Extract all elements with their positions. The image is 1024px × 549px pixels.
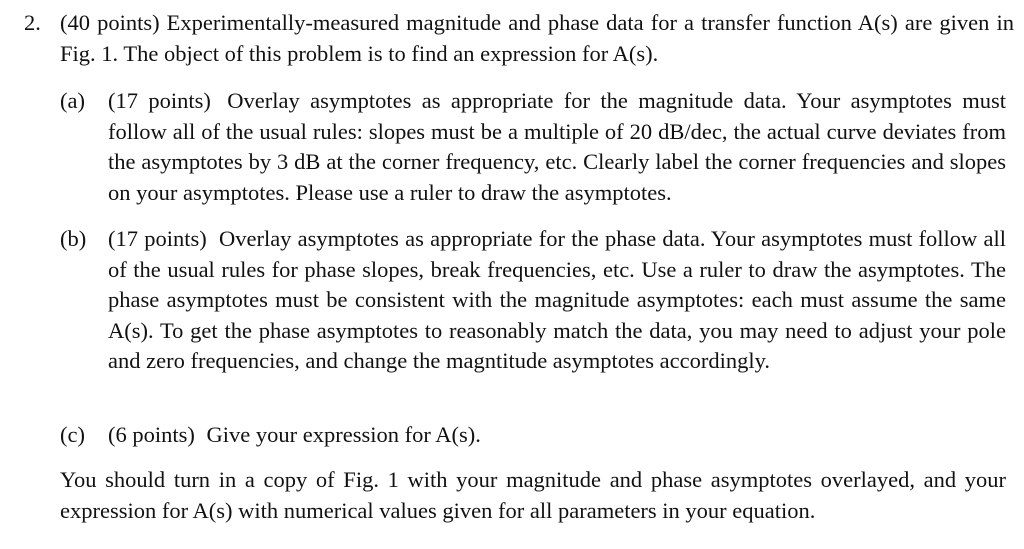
part-c	[60, 420, 1006, 451]
part-c-letter: (c)	[60, 422, 85, 447]
part-b-text: Overlay asymptotes as appropriate for the phase data. Your asymptotes must follow all of the usual rules for phase slopes, break frequencies, etc. Use a ruler to draw the asymptotes. The phase asymptotes must be consistent with the magnitude asymptotes: each must assume the same A(s). To get the phase asymptotes to reasonably match the data, you may need to adjust your pole and zero frequencies, and change the magntitude asymptotes accordingly.	[108, 226, 1007, 373]
part-a	[60, 86, 1006, 208]
part-c-body	[108, 420, 1006, 451]
part-b-body	[108, 224, 1006, 377]
part-c-text: Give your expression for A(s).	[206, 422, 481, 447]
part-a-text: Overlay asymptotes as appropriate for the magnitude data. Your asymptotes must follow all of the usual rules: slopes must be a multiple of 20 dB/dec, the actual curve deviates from the asymptotes by 3 dB at the corner frequency, etc. Clearly label the corner frequencies and slopes on your asymptotes. Please use a ruler to draw the asymptotes.	[108, 88, 1006, 205]
part-c-points: (6 points)	[108, 422, 195, 447]
part-b-points: (17 points)	[108, 226, 207, 251]
part-b-letter: (b)	[60, 226, 87, 251]
part-a-points: (17 points)	[108, 88, 211, 113]
closing-instructions: You should turn in a copy of Fig. 1 with your magnitude and phase asymptotes overlayed, and your expression for A(s) with numerical values given for all parameters in your equation.	[60, 467, 1006, 523]
problem-number: 2.	[24, 10, 41, 35]
part-a-letter: (a)	[60, 88, 85, 113]
part-a-body	[108, 86, 1006, 208]
problem-2	[24, 8, 1014, 69]
problem-intro: (40 points) Experimentally-measured magnitude and phase data for a transfer function A(s) are given in Fig. 1. The object of this problem is to find an expression for A(s).	[60, 10, 1014, 66]
part-b	[60, 224, 1006, 377]
